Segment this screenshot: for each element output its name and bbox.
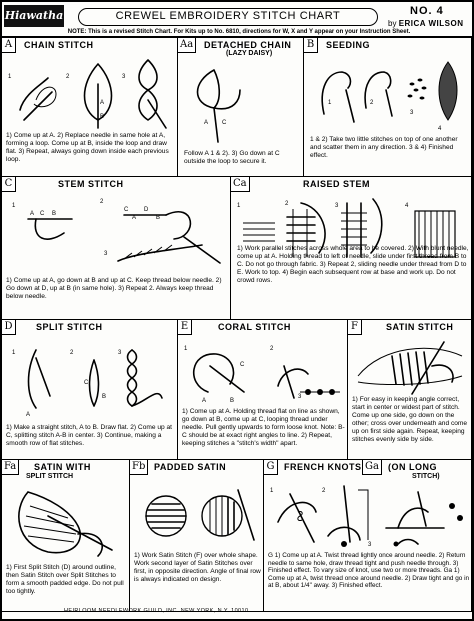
panel-raised-stem <box>231 177 472 320</box>
svg-text:1: 1 <box>12 350 16 356</box>
chain-stitch-diagram <box>6 54 174 130</box>
satin-stitch-diagram <box>352 336 468 396</box>
panel-chain-stitch <box>2 38 178 177</box>
coral-stitch-diagram <box>182 336 344 406</box>
author-prefix: by <box>388 19 397 28</box>
panel-code: Fb <box>130 460 148 475</box>
panel-title: SATIN WITH <box>34 462 91 472</box>
panel-description: 1) Work parallel stitches across whole area to be covered. 2) With blunt needle, come up at A. Holding thread to left of needle, slide under first thread from B to C. Do not go through fabric. 3) Repeat 2, sliding needle under thread from D to E. Work to top. 4) Begin each subsequent row at base and work up. Do not crowd rows. <box>237 245 469 284</box>
panel-french-knots <box>264 460 472 612</box>
panel-description: 1 & 2) Take two little stitches on top of one another and scatter them in any direction. 3 & 4) Finished effect. <box>310 136 458 159</box>
panel-code: A <box>2 38 16 53</box>
svg-text:2: 2 <box>270 346 274 352</box>
svg-text:C: C <box>222 120 227 126</box>
panel-subtitle: SPLIT STITCH <box>26 473 74 480</box>
brand-logo: Hiawatha <box>4 5 64 27</box>
panel-code: F <box>348 320 362 335</box>
panel-title: SATIN STITCH <box>386 322 454 332</box>
panel-satin-with-split <box>2 460 130 612</box>
svg-text:1: 1 <box>328 100 332 106</box>
author-name: ERICA WILSON <box>398 19 464 28</box>
svg-text:C: C <box>124 207 129 213</box>
svg-text:A: A <box>204 120 209 126</box>
split-stitch-diagram <box>6 336 174 422</box>
panel-title: SPLIT STITCH <box>36 322 103 332</box>
panel-description: G 1) Come up at A. Twist thread lightly once around needle. 2) Return needle to same hole, draw thread tight and push needle through. 3) Finished effect. To vary size of knot, use two or more threads. Ga 1) Come up at A, twist thread once around needle. 2) Draw tight and go in at B, about 1/4" away. 3) Finished effect. <box>268 552 470 589</box>
seeding-diagram <box>308 54 468 134</box>
panel-title: FRENCH KNOTS <box>284 462 362 472</box>
svg-text:1: 1 <box>12 203 16 209</box>
french-knots-diagram <box>268 482 468 552</box>
svg-text:B: B <box>156 215 161 221</box>
author-line <box>388 19 464 28</box>
chart-title: CREWEL EMBROIDERY STITCH CHART <box>78 8 378 26</box>
svg-text:2: 2 <box>70 350 74 356</box>
panel-title: CORAL STITCH <box>218 322 291 332</box>
panel-stem-stitch <box>2 177 231 320</box>
svg-text:B: B <box>230 398 235 404</box>
svg-text:C: C <box>40 211 45 217</box>
svg-text:C: C <box>240 362 245 368</box>
panel-title: SEEDING <box>326 40 371 50</box>
fig-label: 1 <box>8 74 12 80</box>
svg-text:1: 1 <box>184 346 188 352</box>
panel-code-ga: Ga <box>362 460 382 475</box>
svg-text:3: 3 <box>298 394 302 400</box>
panel-padded-satin <box>130 460 264 612</box>
panel-description: 1) Come up at A, go down at B and up at C. Keep thread below needle. 2) Go down at D, up at B (in same hole). 3) Repeat 2. Always keep thread below needle. <box>6 277 222 300</box>
svg-text:A: A <box>202 398 207 404</box>
panel-coral-stitch <box>178 320 348 460</box>
satin-with-split-diagram <box>8 486 124 564</box>
panel-title: CHAIN STITCH <box>24 40 94 50</box>
panel-satin-stitch <box>348 320 472 460</box>
panel-title-ga: (ON LONG <box>388 462 437 472</box>
panel-code: G <box>264 460 278 475</box>
svg-text:3: 3 <box>368 542 372 548</box>
panel-code: Aa <box>178 38 196 53</box>
panel-code: E <box>178 320 192 335</box>
svg-text:3: 3 <box>335 203 339 209</box>
svg-text:4: 4 <box>405 203 409 209</box>
svg-text:2: 2 <box>285 201 289 207</box>
panel-title: STEM STITCH <box>58 179 124 189</box>
padded-satin-diagram <box>134 480 260 550</box>
svg-text:4: 4 <box>438 126 442 132</box>
panel-subtitle-ga: STITCH) <box>412 473 440 480</box>
svg-text:B: B <box>52 211 57 217</box>
svg-text:2: 2 <box>322 488 326 494</box>
panel-description: Follow A 1 & 2). 3) Go down at C outside the loop to secure it. <box>184 150 280 165</box>
panel-subtitle: (LAZY DAISY) <box>226 50 273 57</box>
svg-text:B: B <box>102 394 107 400</box>
svg-text:3: 3 <box>410 110 414 116</box>
svg-text:A: A <box>132 215 137 221</box>
svg-text:3: 3 <box>118 350 122 356</box>
panel-code: D <box>2 320 16 335</box>
publisher-footer: HEIRLOOM NEEDLEWORK GUILD, INC. NEW YORK, N.Y. 10010 <box>64 608 249 614</box>
svg-text:1: 1 <box>270 488 274 494</box>
svg-text:3: 3 <box>122 74 126 80</box>
stem-stitch-diagram <box>6 193 226 275</box>
svg-text:1: 1 <box>237 203 241 209</box>
svg-text:D: D <box>144 207 149 213</box>
panel-description: 1) Come up at A. 2) Replace needle in same hole at A, forming a loop. Come up at B, inside the loop and draw flat. 3) Repeat, always going down inside each previous loop. <box>6 132 169 163</box>
panel-title: DETACHED CHAIN <box>204 40 292 50</box>
revision-note: NOTE: This is a revised Stitch Chart. For Kits up to No. 6810, directions for W, X and Y appear on your Instruction Sheet. <box>67 29 411 35</box>
svg-text:3: 3 <box>104 251 108 257</box>
panel-description: 1) Make a straight stitch, A to B. Draw flat. 2) Come up at C, splitting stitch A-B in center. 3) Continue, making a smooth row of flat stitches. <box>6 424 173 447</box>
svg-text:2: 2 <box>100 199 104 205</box>
panel-description: 1) Work Satin Stitch (F) over whole shape. Work second layer of Satin Stitches over first, in opposite direction. Angle of final row is always indicated on design. <box>134 552 261 583</box>
svg-text:A: A <box>30 211 35 217</box>
chart-number: NO. 4 <box>410 5 444 17</box>
panel-description: 1) For easy in keeping angle correct, start in center or widest part of stitch. Come up one side, go down on the other; cross over underneath and come up on first side again. Repeat, keeping stitches evenly side by side. <box>352 396 468 443</box>
chart-header <box>2 2 472 38</box>
panel-detached-chain <box>178 38 304 177</box>
svg-text:2: 2 <box>66 74 70 80</box>
svg-text:C: C <box>84 380 89 386</box>
panel-title: PADDED SATIN <box>154 462 227 472</box>
svg-text:A: A <box>100 100 105 106</box>
svg-text:A: A <box>26 412 31 418</box>
detached-chain-diagram <box>184 60 298 148</box>
panel-title: RAISED STEM <box>303 179 371 189</box>
panel-code: Ca <box>231 177 250 192</box>
svg-text:B: B <box>100 114 105 120</box>
panel-description: 1) First Split Stitch (D) around outline, then Satin Stitch over Split Stitches to form a smooth padded edge. Do not pull too tightly. <box>6 564 124 595</box>
panel-seeding <box>304 38 472 177</box>
panel-split-stitch <box>2 320 178 460</box>
panel-code: C <box>2 177 16 192</box>
panel-code: Fa <box>2 460 19 475</box>
svg-text:2: 2 <box>370 100 374 106</box>
panel-code: B <box>304 38 318 53</box>
panel-description: 1) Come up at A. Holding thread flat on line as shown, go down at B, come up at C, looping thread under needle. Pull gently upwards to form loose knot. Note: B-C should be at exact right angles to line. 2) Repeat, keeping stitches a "stitch's width" apart. <box>182 408 345 447</box>
